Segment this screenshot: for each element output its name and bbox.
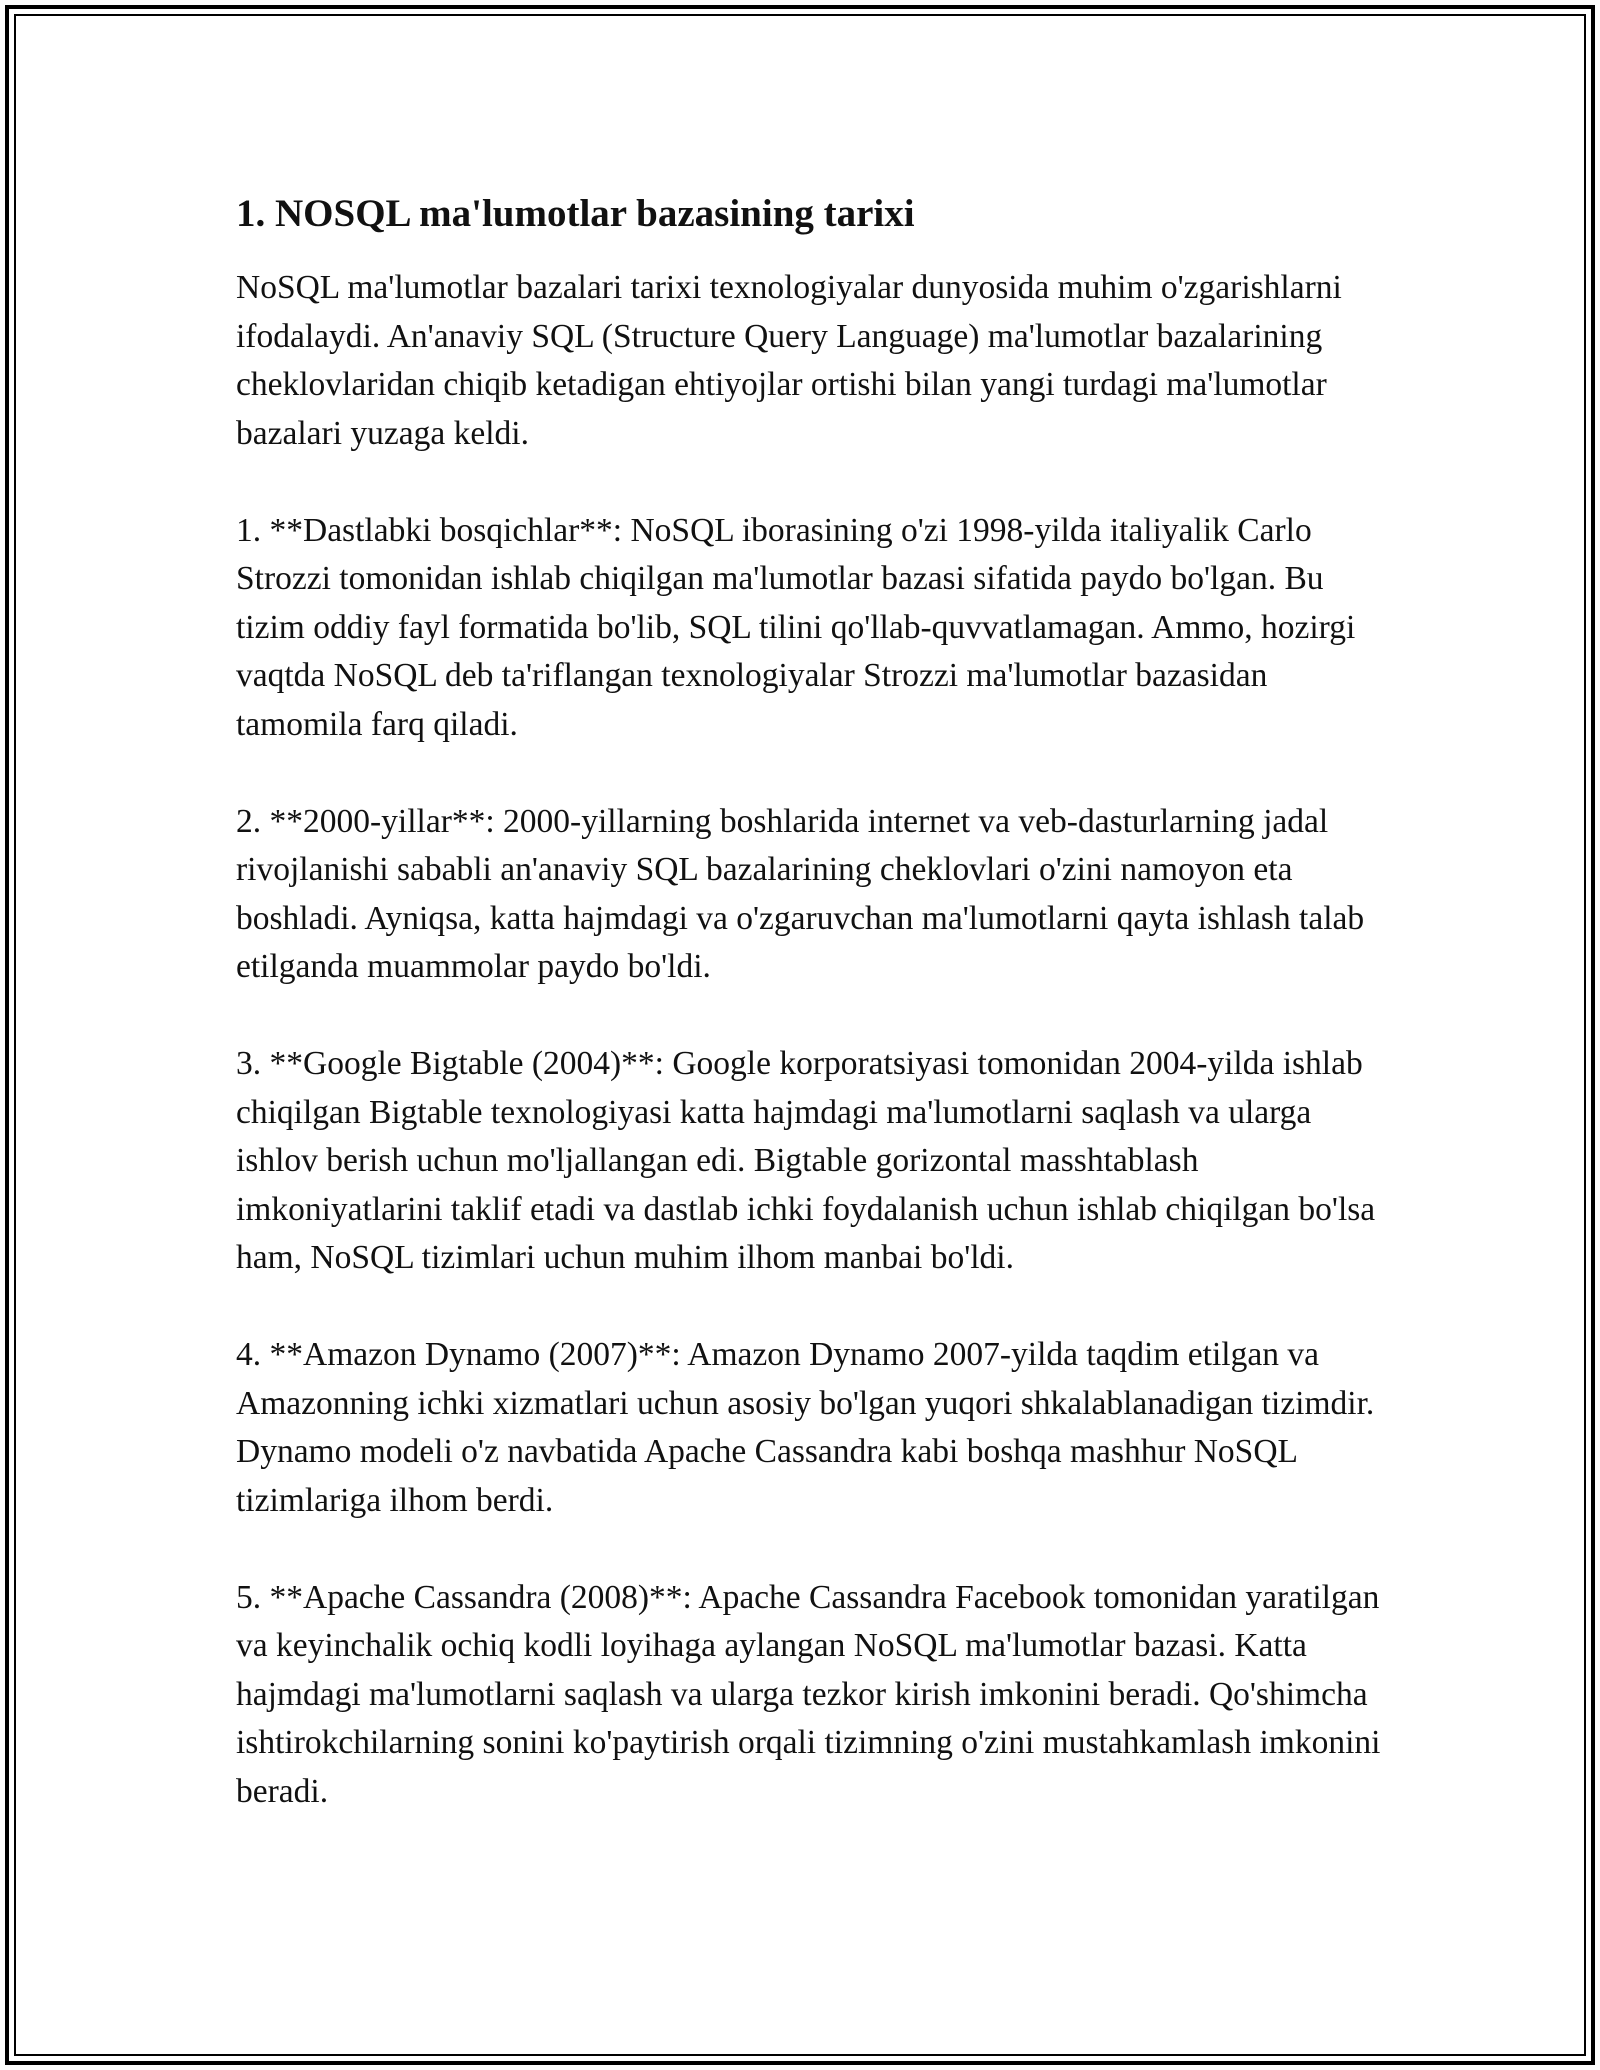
list-item-2000s: 2. **2000-yillar**: 2000-yillarning boshlarida internet va veb-dasturlarning jadal rivojlanishi sababli an'anaviy SQL bazalarining cheklovlari o'zini namoyon eta boshladi. Ayniqsa, katta hajmdagi va o'zgaruvchan ma'lumotlarni qayta ishlash talab etilganda muammolar paydo bo'ldi.: [236, 802, 1365, 985]
list-item-amazon-dynamo: 4. **Amazon Dynamo (2007)**: Amazon Dynamo 2007-yilda taqdim etilgan va Amazonning ichki xizmatlari uchun asosiy bo'lgan yuqori shkalablanadigan tizimdir. Dynamo modeli o'z navbatida Apache Cassandra kabi boshqa mashhur NoSQL tizimlariga ilhom berdi.: [236, 1336, 1375, 1519]
list-item-early-stages: 1. **Dastlabki bosqichlar**: NoSQL iborasining o'zi 1998-yilda italiyalik Carlo Strozzi tomonidan ishlab chiqilgan ma'lumotlar bazasi sifatida paydo bo'lgan. Bu tizim oddiy fayl formatida bo'lib, SQL tilini qo'llab-quvvatlamagan. Ammo, hozirgi vaqtda NoSQL deb ta'riflangan texnologiyalar Strozzi ma'lumotlar bazasidan tamomila farq qiladi.: [236, 511, 1356, 743]
list-item-apache-cassandra: 5. **Apache Cassandra (2008)**: Apache Cassandra Facebook tomonidan yaratilgan va keyinchalik ochiq kodli loyihaga aylangan NoSQL ma'lumotlar bazasi. Katta hajmdagi ma'lumotlarni saqlash va ularga tezkor kirish imkonini beradi. Qo'shimcha ishtirokchilarning sonini ko'paytirish orqali tizimning o'zini mustahkamlash imkonini beradi.: [236, 1578, 1381, 1810]
document-body: [236, 190, 1386, 1865]
section-title: 1. NOSQL ma'lumotlar bazasining tarixi: [236, 192, 915, 235]
intro-paragraph: NoSQL ma'lumotlar bazalari tarixi texnologiyalar dunyosida muhim o'zgarishlarni ifodalaydi. An'anaviy SQL (Structure Query Language) ma'lumotlar bazalarining cheklovlaridan chiqib ketadigan ehtiyojlar ortishi bilan yangi turdagi ma'lumotlar bazalari yuzaga keldi.: [236, 269, 1342, 452]
list-item-google-bigtable: 3. **Google Bigtable (2004)**: Google korporatsiyasi tomonidan 2004-yilda ishlab chiqilgan Bigtable texnologiyasi katta hajmdagi ma'lumotlarni saqlash va ularga ishlov berish uchun mo'ljallangan edi. Bigtable gorizontal masshtablash imkoniyatlarini taklif etadi va dastlab ichki foydalanish uchun ishlab chiqilgan bo'lsa ham, NoSQL tizimlari uchun muhim ilhom manbai bo'ldi.: [236, 1045, 1376, 1276]
